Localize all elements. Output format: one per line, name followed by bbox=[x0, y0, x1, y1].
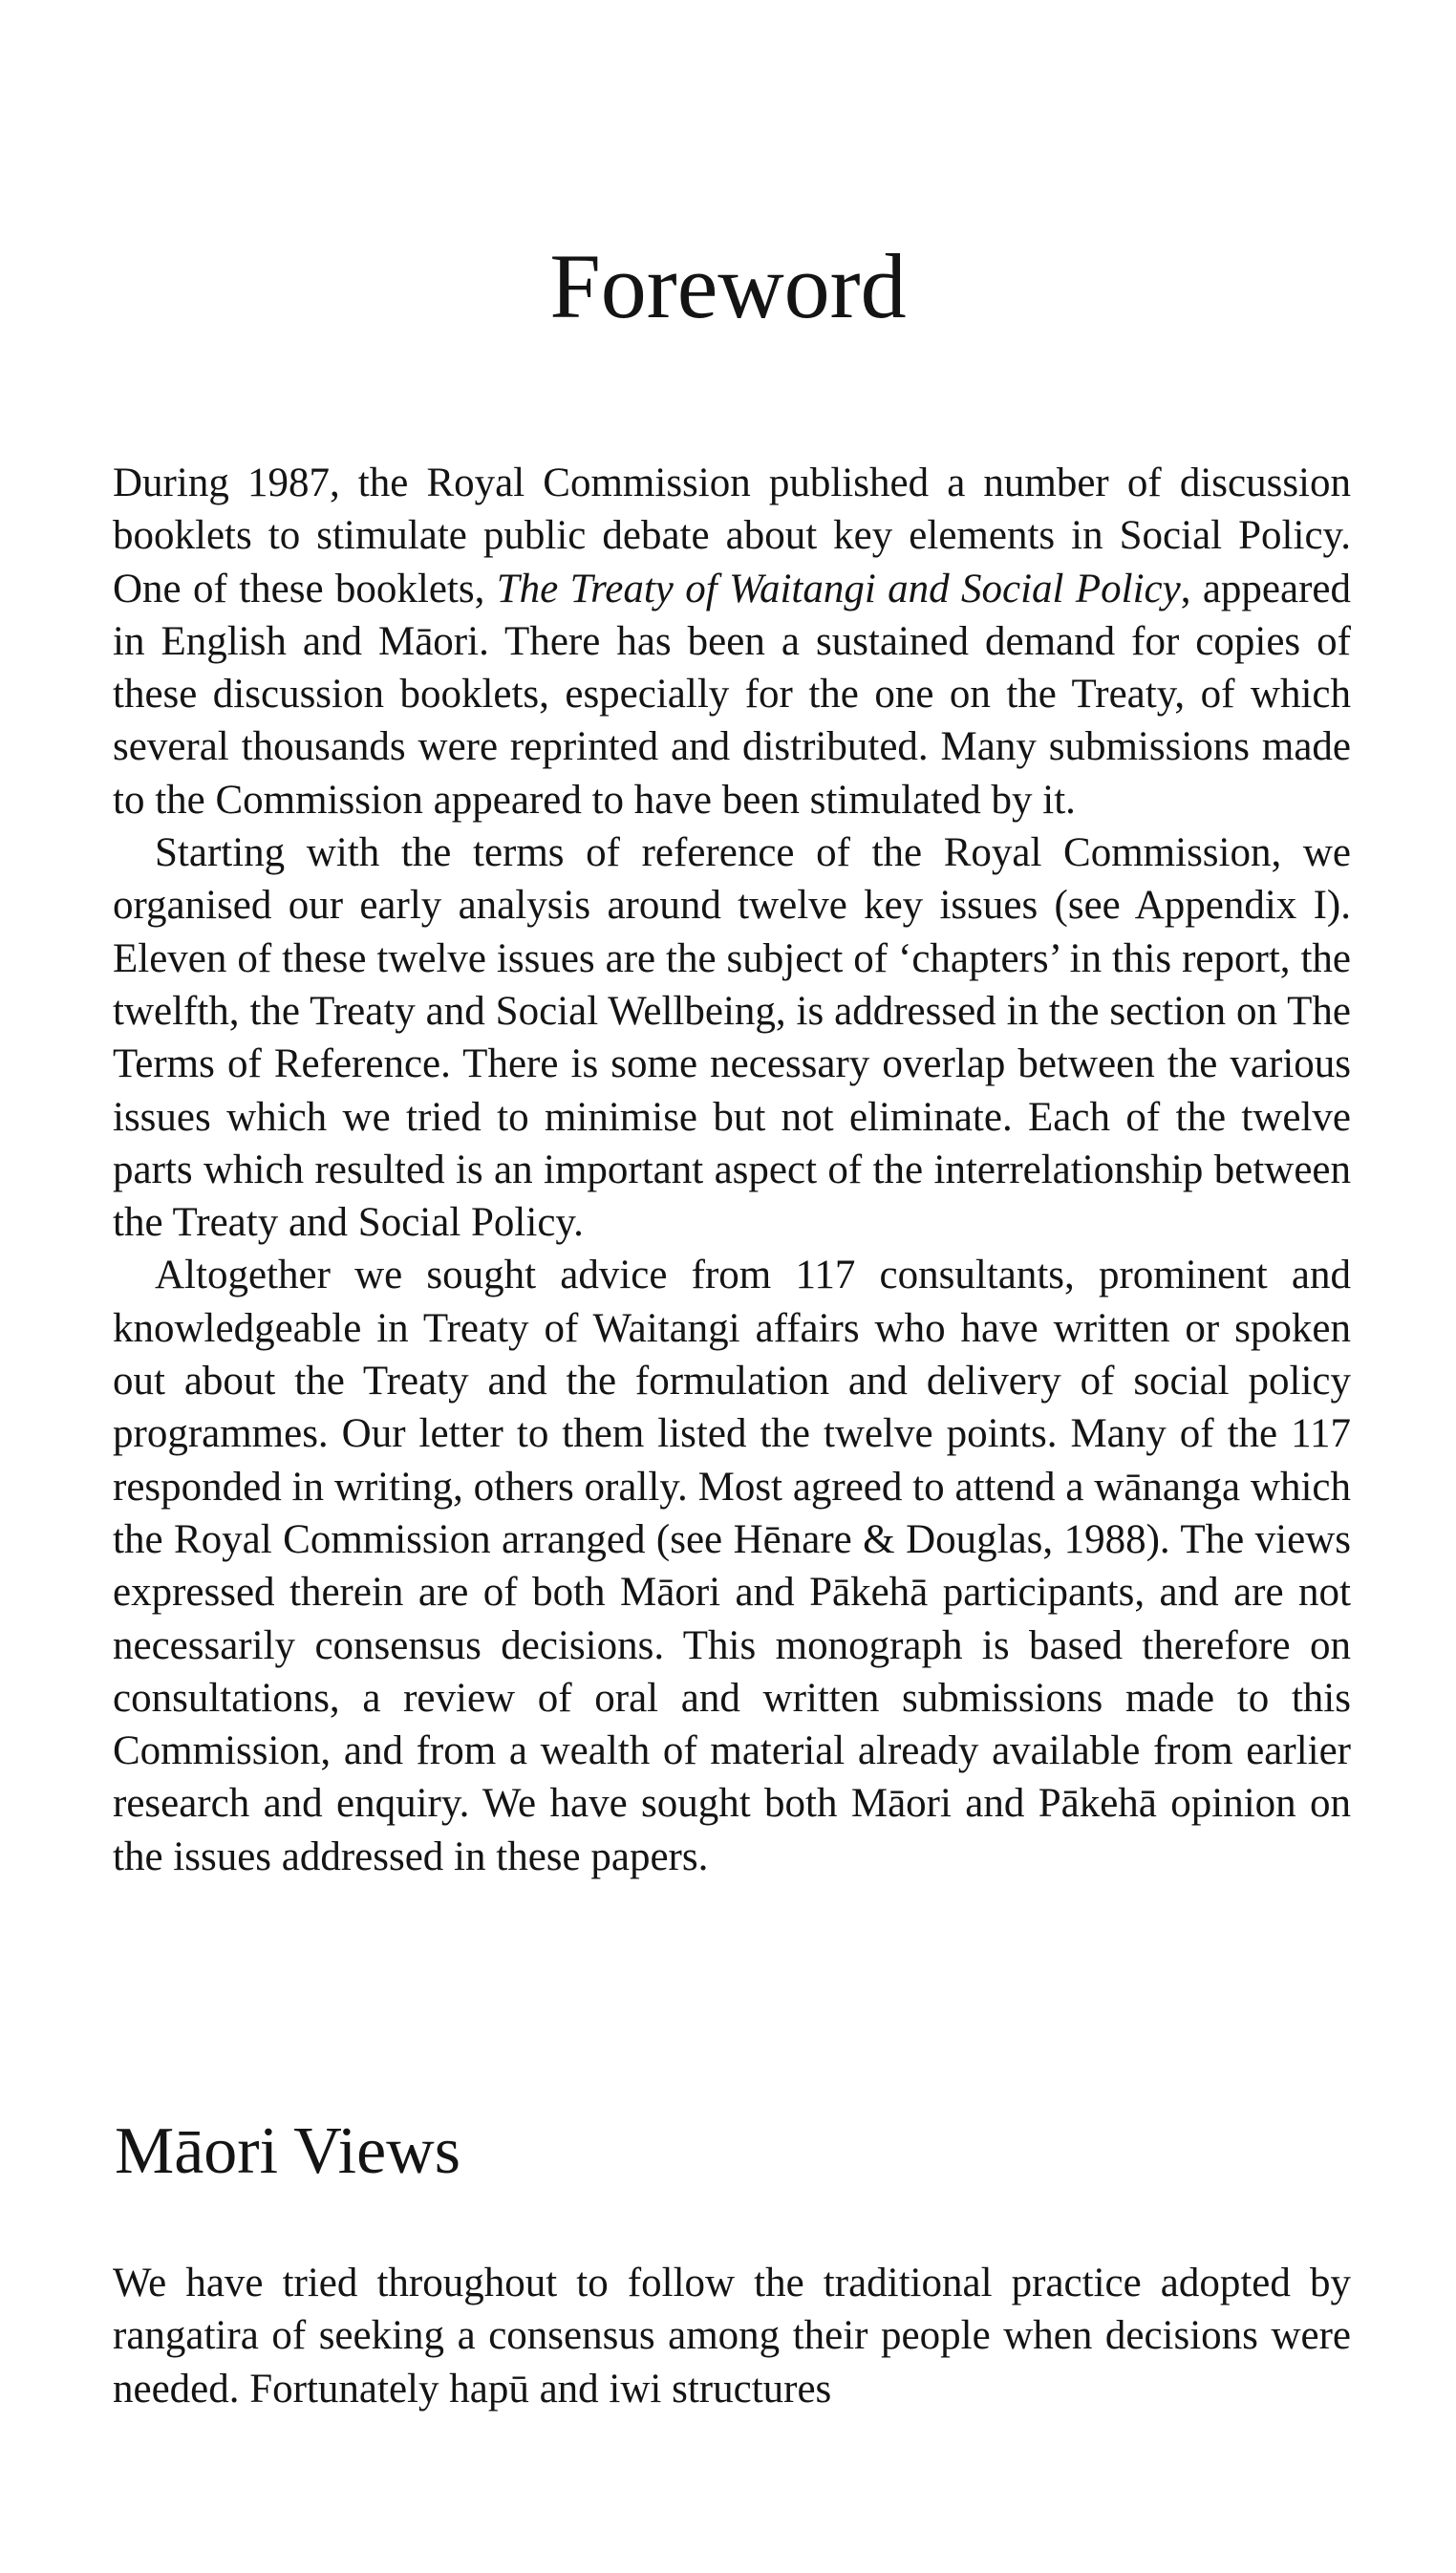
maori-views-paragraph-1: We have tried throughout to follow the traditional practice adopted by rangatira of seeking a consensus among their people when decisions were needed. Fortunately hapū and iwi structures bbox=[113, 2261, 1351, 2412]
foreword-p1-text-end: , appeared in English and Māori. There has been a sustained demand for copies of these discussion booklets, especially for the one on the Treaty, of which several thousands were reprinted and distributed. Many submissions made to the Commission appeared to have been stimulated by it. bbox=[113, 566, 1351, 823]
booklet-title: The Treaty of Waitangi and Social Policy bbox=[496, 566, 1181, 611]
foreword-paragraph-2: Starting with the terms of reference of the Royal Commission, we organised our early analysis around twelve key issues (see Appendix I). Eleven of these twelve issues are the subject of ‘chapters’ in this report, the twelfth, the Treaty and Social Wellbeing, is addressed in the section on The Terms of Reference. There is some necessary overlap between the various issues which we tried to minimise but not eliminate. Each of the twelve parts which resulted is an important aspect of the interrelationship between the Treaty and Social Policy. bbox=[113, 830, 1351, 1246]
foreword-p1-text-start: During 1987, the Royal Commission published a number of discussion booklets to stimulate public debate about key elements in Social Policy. One of these booklets, bbox=[113, 461, 1351, 611]
maori-views-body bbox=[113, 2257, 1351, 2415]
foreword-body bbox=[113, 457, 1351, 1883]
foreword-paragraph-3: Altogether we sought advice from 117 consultants, prominent and knowledgeable in Treaty of Waitangi affairs who have written or spoken out about the Treaty and the formulation and delivery of social policy programmes. Our letter to them listed the twelve points. Many of the 117 responded in writing, others orally. Most agreed to attend a wānanga which the Royal Commission arranged (see Hēnare & Douglas, 1988). The views expressed therein are of both Māori and Pākehā participants, and are not necessarily consensus decisions. This monograph is based therefore on consultations, a review of oral and written submissions made to this Commission, and from a wealth of material already available from earlier research and enquiry. We have sought both Māori and Pākehā opinion on the issues addressed in these papers. bbox=[113, 1253, 1351, 1879]
section-heading-maori-views: Māori Views bbox=[115, 2114, 460, 2188]
page-title: Foreword bbox=[549, 235, 907, 337]
foreword-paragraph-1 bbox=[113, 457, 1351, 826]
